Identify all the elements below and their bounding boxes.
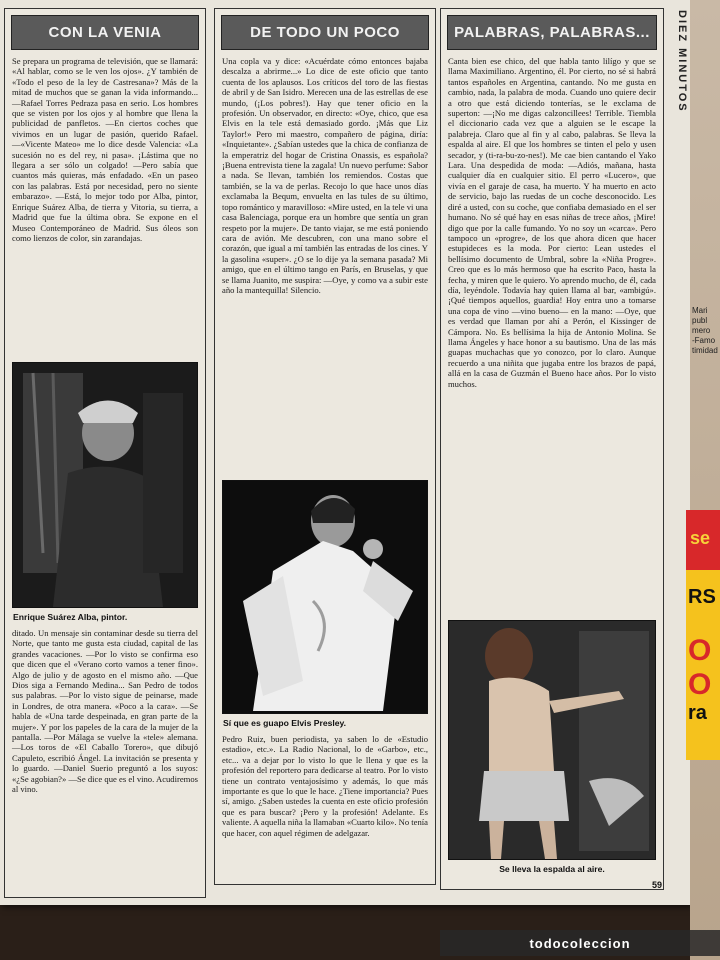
column-con-la-venia (4, 8, 206, 898)
column-text-top: Una copla va y dice: «Acuérdate cómo entonces bajaba descalza a abrirme...» Lo dice de este oficio que tanto cuenta de los aplausos. Los críticos del toro de las fiestas de abril y de San Isidro. Merecen una de las estrellas de ese mundo, (¡Los pobres!). Hay que tener oficio en la profesión. Un observador, en directo: «Oye, chico, que esa Elvis en la tele está demasiado gordo. ¡Más que Liz Taylor!» Pero mi maestro, compañero de página, diría: «Inquietante». ¿Sabían ustedes que la chica de confianza de la emperatriz del hogar de Cristina Onassis, es española? ¡Buena entrevista tiene la zagala! Un nuevo perfume: Sabor a nada. Se llevan, también los remiendos. Costas que también, se la va de perlas. Recojo lo que hace unos días exclamaba la Bequm, envuelta en las tules de su último, topo romántico y maravilloso: «Mire usted, en la tele vi una casa Balenciaga, porque era un hombre que sentía un gran respeto por la mujer». De tanto viajar, se me está poniendo cara de avión. Me descubren, con una mano sobre el corazón, que igual a mí también las entradas de los cines. Y la gasolina «super». ¿O se lo dije ya la semana pasada? Mi amigo, que en el último tango en París, en Bruselas, y que se llama Juanito, me suspira: —Oye, y como va a subir este año la mantequilla! Silencio. (222, 56, 428, 295)
adjacent-ad-yellow (686, 570, 720, 630)
column-palabras-palabras (440, 8, 664, 890)
adjacent-ad-red (686, 510, 720, 570)
photo-caption-elvis: Sí que es guapo Elvis Presley. (223, 718, 347, 728)
strip-word: publ (692, 316, 708, 325)
backless-dress-photo-image (449, 621, 655, 859)
painter-photo-image (13, 363, 198, 607)
strip-word: mero (692, 326, 711, 335)
column-text-top: Se prepara un programa de televisión, que se llamará: «Al hablar, como se le ven los ojos». ¿Y también de «Todo el peso de la ley de Castresana»? Más de la mitad de muchos que se ganan la vida informando... —Rafael Torres Pedraza pasa en serio. Los hombres que se visten por los ojos y al hombre que llena la publicidad de panfletos. —En ciertos coches que vivimos en un lugar de pasión, querido Rafael. —«Vicente Mateo» me lo dice desde Valencia: «La sucesión no es del rey, ni pasa». ¡Lástima que no llegara a ser sólo un colgado! —Pero sabía que cuantos más quieras, más enfadado. «En un paseo con las palabras. Está por necesidad, pero no siente embarazo». —Está, lo mejor todo por Alba, pintor, Enrique Suárez Alba, de tierra y Vitoria, su tierra, a Madrid que fue la última obra. Se expone en el Museo Contemporáneo de Madrid. Sus óleos son como lienzos de color, sin zarandajas. (12, 56, 198, 243)
ad-word: O (688, 634, 712, 667)
adjacent-ad-mixed (686, 630, 720, 760)
ad-word: se (690, 528, 711, 548)
column-text-bottom: ditado. Un mensaje sin contaminar desde su tierra del Norte, que tanto me gusta esta ciudad, capital de las grandes vacaciones. —Por lo visto se confirma eso que dicen que el «Verano corto vamos a tener fino». Algo de julio y de agosto en el mismo año. —Que Dios siga a Fernando Medina... San Pedro de todos sus palabras. —Por lo visto sigue de peinarse, made in Londres, de otra manera. «Poco a la cara». —Se habla de «Una tarde despeinada, en gran parte de la mujer». Y por los papeles de la cara de la mujer de la pantalla. —Por Málaga se vuelve la «tele» alemana. —Los toros de «El Caballo Torero», que dibujó Capuleto, escribió Ángel. La invitación se presenta y lo guardo. —Daniel Suerio preguntó a los suyos: «¿Se agobian?» —Se dice que es el vino. Acudiremos al vino. (12, 628, 198, 795)
photo-caption-backless: Se lleva la espalda al aire. (499, 864, 605, 874)
elvis-photo-image (223, 481, 427, 713)
adjacent-page-strip (690, 0, 720, 960)
photo-backless-dress (448, 620, 656, 860)
ad-word: ra (688, 702, 707, 724)
photo-elvis (222, 480, 428, 714)
page-number: 59 (651, 880, 662, 890)
column-title: DE TODO UN POCO (221, 15, 429, 50)
photo-caption-painter: Enrique Suárez Alba, pintor. (13, 612, 128, 622)
column-title: CON LA VENIA (11, 15, 199, 50)
adjacent-strip-text (692, 306, 718, 356)
column-text-bottom: Pedro Ruiz, buen periodista, ya saben lo de «Estudio estadio», etc.». La Radio Nacional, lo de «Garbo», etc., etc... va a dejar por lo visto lo que le llena y que es la profesión del reportero para dedicarse al teatro. Por lo visto tiene un contrato ventajosísimo y además, lo que más importante es que lo que le hace. ¿Tiene importancia? Pues sí, amigo. ¿Saben ustedes la cuenta en este oficio profesión que es para buscar? ¡Pero y la profesión! Adelante. Es valiente. A aquella niña la llamaban «Cuarto kilo». No tenía que hacer, con aquel régimen de adelgazar. (222, 734, 428, 838)
watermark-banner: todocoleccion (440, 930, 720, 956)
strip-word: timidad (692, 346, 718, 355)
photo-painter (12, 362, 198, 608)
column-de-todo-un-poco (214, 8, 436, 885)
column-text-top: Canta bien ese chico, del que habla tanto lilígo y que se llama Maximiliano. Argentino, él. Por cierto, no sé si habrá tantos españoles en Argentina, cantando. No me gusta en cambio, nada, la palabra de moda. Cuando uno quiere decir a otro que está diciendo tonterías, se le exclama de superton: —¡No me digas calzoncillees! Terrible. Tiembla el diccionario cada vez que a alguien se le escape la palabreja. Claro que al fin y al cabo, palabras. Se lleva la espalda al aire. El que los hombres se tinten el pelo y usen secador, y (ti-ra-bu-zo-nes!). Me cae bien cantando el Yako Lara. Una despedida de moda: —Adiós, mañana, hasta cualquier día en cualquier sitio. El perro «Lucero», que vivía en el garaje de casa, ha muerto. Y ha muerto en acto de servicio, bajo las ruedas de un coche desconocido. Les diré a usted, con su coche, que confiaba demasiado en el ser humano. No sé qué hay en esas niñas de trece años, ¡Mire! digo que por la calle fumando. Yo no soy un «carca». Pero tampoco un «progre», de los que ahora dicen que hacer estupideces es la moda. Por cierto: Lean ustedes el bellísimo documento de Umbral, sobre la «Niña Progre». Creo que es lo más hermoso que ha escrito Paco, hasta la fecha, y miren que le quiero. Yo aprendo mucho, de él, cada día, leyéndole. Todavía hay quien llama al bar, «ambigú». ¡Qué tiempos aquellos, guardia! Hoy entra uno a tomarse una copa de vino —vino bueno— en la mano: —Oye, que es verdad que llaman por ahí a Perón, el Kissinger de Cámpora. No. Es bellísima la hija de Antonio Molina. Se llama Ángeles y hace honor a su bautismo. Una de las más guapas muchachas que yo conozco, por lo claro. Aunque recuerdo a una niñita que jugaba entre los brazos de papá, allá en la casa de Guzmán el Bueno hace años. Por lo visto muchos. (448, 56, 656, 389)
ad-word: RS (688, 586, 716, 608)
strip-word: Mari (692, 306, 708, 315)
ad-word: O (688, 668, 712, 701)
strip-word: -Famo (692, 336, 716, 345)
column-title: PALABRAS, PALABRAS... (447, 15, 657, 50)
magazine-side-label: DIEZ MINUTOS (676, 10, 688, 113)
